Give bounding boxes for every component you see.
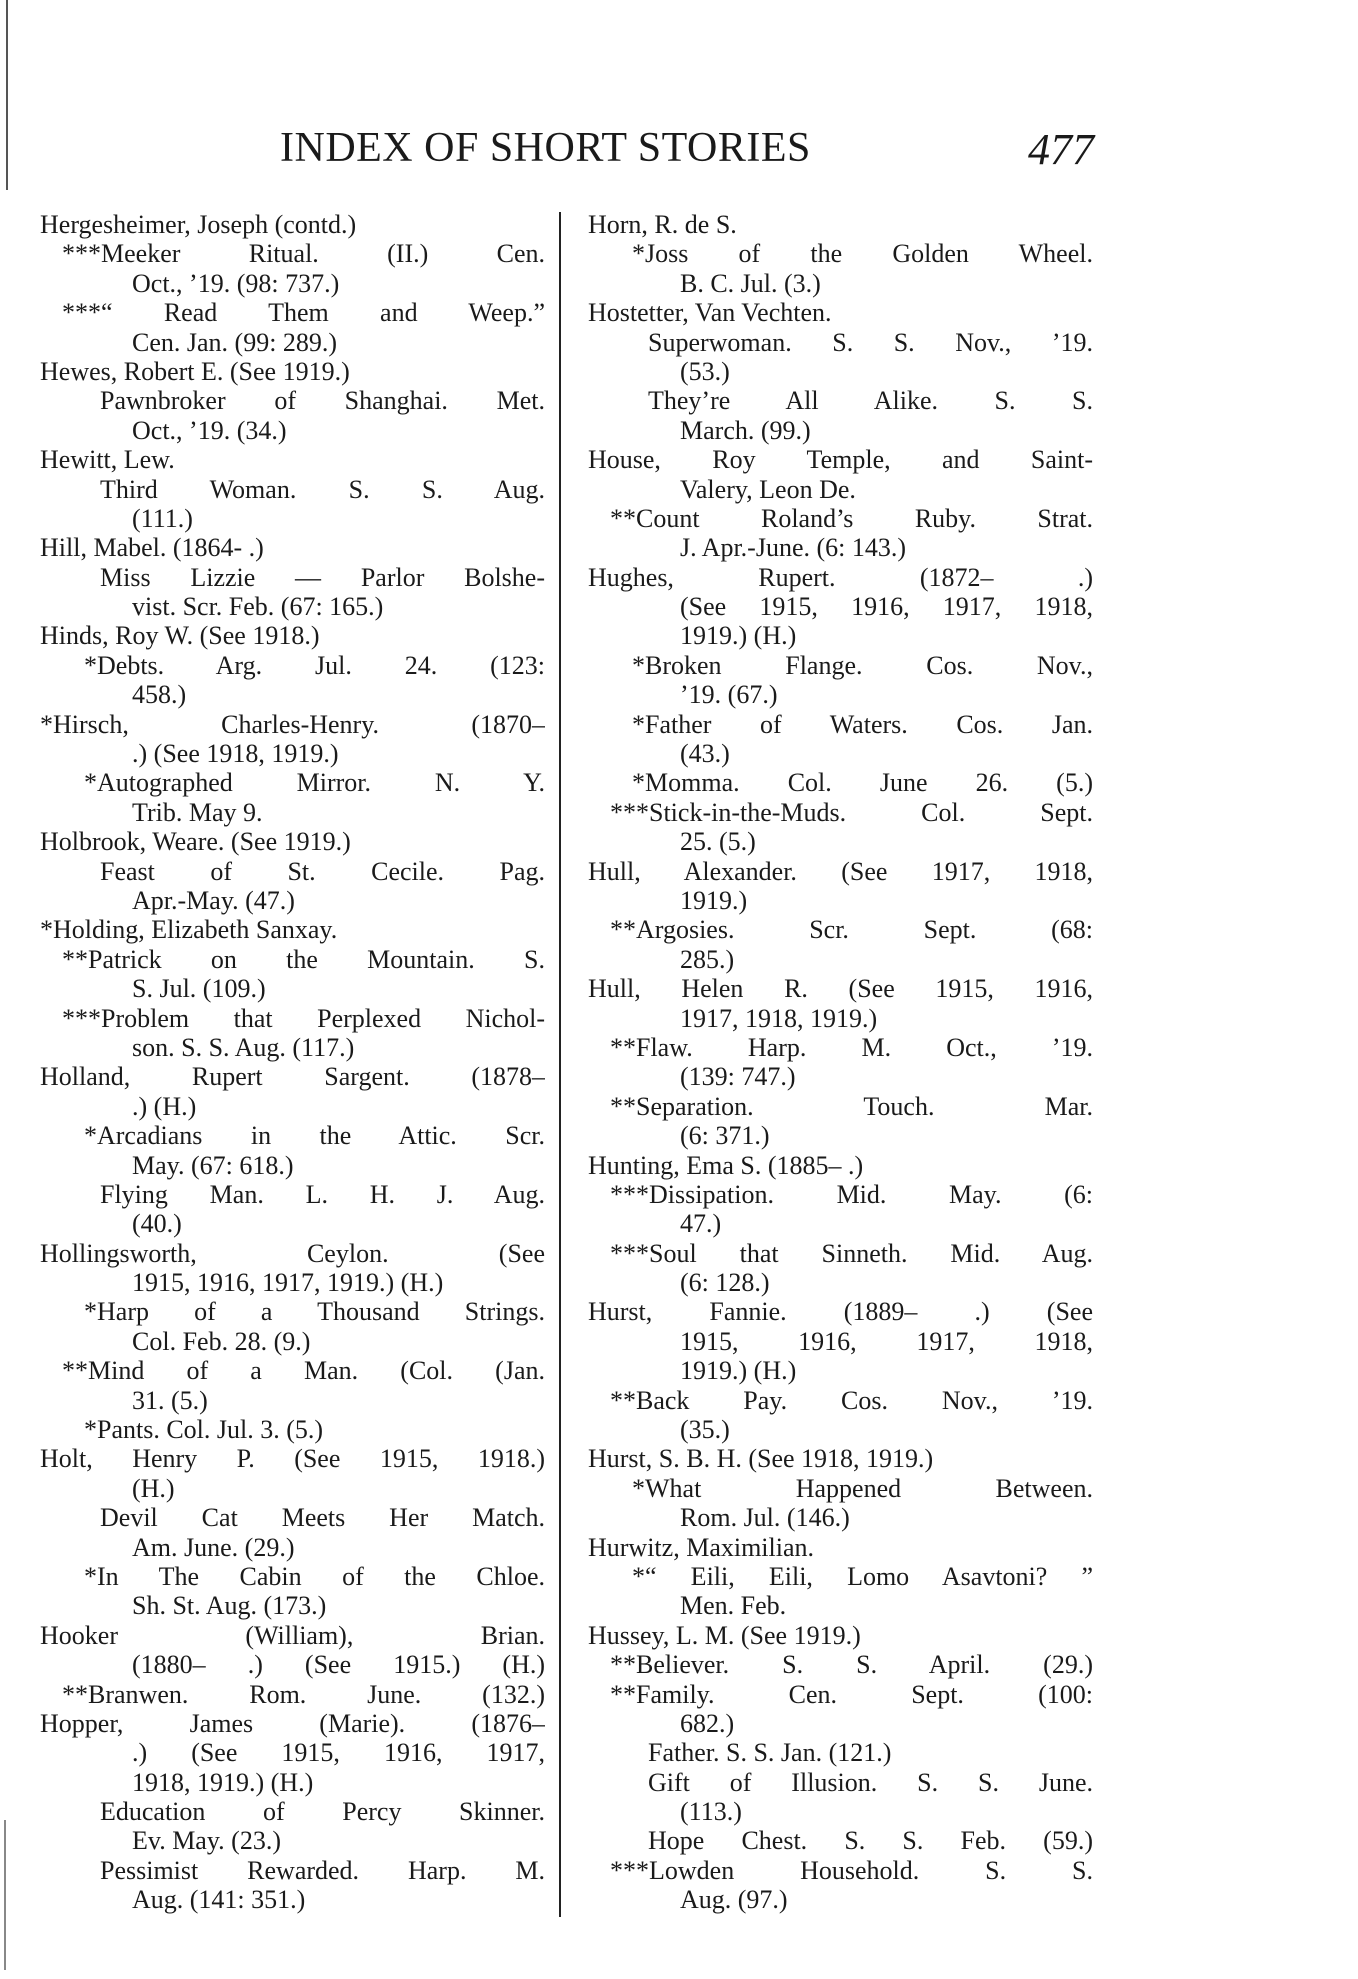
- index-line: ’19. (67.): [680, 680, 778, 710]
- index-line: son. S. S. Aug. (117.): [132, 1032, 355, 1062]
- index-line: Oct., ’19. (98: 737.): [132, 268, 340, 298]
- index-line: Hopper, James (Marie). (1876–: [40, 1708, 545, 1738]
- index-line: *Father of Waters. Cos. Jan.: [632, 709, 1093, 739]
- index-line: Hinds, Roy W. (See 1918.): [40, 621, 320, 651]
- index-line: Hurwitz, Maximilian.: [588, 1532, 815, 1562]
- index-line: May. (67: 618.): [132, 1150, 294, 1180]
- index-line: Valery, Leon De.: [680, 474, 856, 504]
- index-line: .) (H.): [132, 1091, 197, 1121]
- index-line: Superwoman. S. S. Nov., ’19.: [648, 327, 1093, 357]
- index-line: ***Problem that Perplexed Nichol-: [62, 1003, 545, 1033]
- index-line: Sh. St. Aug. (173.): [132, 1591, 327, 1621]
- index-line: (H.): [132, 1473, 175, 1503]
- index-line: ***Soul that Sinneth. Mid. Aug.: [610, 1238, 1093, 1268]
- index-line: Feast of St. Cecile. Pag.: [100, 856, 545, 886]
- index-line: **Believer. S. S. April. (29.): [610, 1650, 1093, 1680]
- index-line: Miss Lizzie — Parlor Bolshe-: [100, 562, 545, 592]
- index-line: Ev. May. (23.): [132, 1826, 281, 1856]
- index-line: (1880– .) (See 1915.) (H.): [132, 1650, 545, 1680]
- index-line: .) (See 1915, 1916, 1917,: [132, 1738, 545, 1768]
- index-line: *“ Eili, Eili, Lomo Asavtoni? ”: [632, 1561, 1093, 1591]
- page-header: [280, 124, 1094, 184]
- index-line: *Broken Flange. Cos. Nov.,: [632, 650, 1093, 680]
- index-line: *Arcadians in the Attic. Scr.: [84, 1121, 545, 1151]
- index-line: Flying Man. L. H. J. Aug.: [100, 1179, 545, 1209]
- index-line: Hostetter, Van Vechten.: [588, 298, 832, 328]
- index-line: Hurst, S. B. H. (See 1918, 1919.): [588, 1444, 934, 1474]
- index-line: 31. (5.): [132, 1385, 208, 1415]
- index-line: 1919.): [680, 885, 748, 915]
- index-line: House, Roy Temple, and Saint-: [588, 445, 1093, 475]
- index-line: Trib. May 9.: [132, 797, 263, 827]
- index-line: 1915, 1916, 1917, 1918,: [680, 1326, 1093, 1356]
- index-line: *Holding, Elizabeth Sanxay.: [40, 915, 338, 945]
- index-line: 1918, 1919.) (H.): [132, 1767, 314, 1797]
- index-line: Aug. (97.): [680, 1885, 788, 1915]
- index-line: *Joss of the Golden Wheel.: [632, 239, 1093, 269]
- index-line: S. Jul. (109.): [132, 974, 266, 1004]
- page-edge-rule: [6, 0, 8, 190]
- index-line: Hollingsworth, Ceylon. (See: [40, 1238, 545, 1268]
- index-line: 47.): [680, 1209, 722, 1239]
- index-line: B. C. Jul. (3.): [680, 268, 821, 298]
- index-line: Hewes, Robert E. (See 1919.): [40, 356, 350, 386]
- index-line: (113.): [680, 1797, 742, 1827]
- index-line: **Count Roland’s Ruby. Strat.: [610, 503, 1093, 533]
- index-line: Father. S. S. Jan. (121.): [648, 1738, 892, 1768]
- index-line: Hunting, Ema S. (1885– .): [588, 1150, 864, 1180]
- page-edge-marks: [4, 1820, 6, 1970]
- index-line: 25. (5.): [680, 827, 756, 857]
- index-line: Aug. (141: 351.): [132, 1885, 306, 1915]
- index-line: (53.): [680, 356, 730, 386]
- page-number: 477: [1028, 125, 1094, 174]
- index-line: 1915, 1916, 1917, 1919.) (H.): [132, 1268, 444, 1298]
- index-line: *Momma. Col. June 26. (5.): [632, 768, 1093, 798]
- index-line: 285.): [680, 944, 735, 974]
- index-line: *Autographed Mirror. N. Y.: [84, 768, 545, 798]
- index-line: 682.): [680, 1708, 735, 1738]
- index-line: Holbrook, Weare. (See 1919.): [40, 827, 351, 857]
- index-line: Hull, Helen R. (See 1915, 1916,: [588, 974, 1093, 1004]
- index-line: (40.): [132, 1209, 182, 1239]
- index-column-left: [40, 210, 545, 1915]
- index-line: Hewitt, Lew.: [40, 445, 175, 475]
- index-line: Hergesheimer, Joseph (contd.): [40, 210, 357, 239]
- index-line: **Mind of a Man. (Col. (Jan.: [62, 1356, 545, 1386]
- index-line: *Harp of a Thousand Strings.: [84, 1297, 545, 1327]
- index-line: Holland, Rupert Sargent. (1878–: [40, 1062, 545, 1092]
- index-line: (35.): [680, 1415, 730, 1445]
- index-line: They’re All Alike. S. S.: [648, 386, 1093, 416]
- index-line: ***Lowden Household. S. S.: [610, 1855, 1093, 1885]
- column-divider: [559, 212, 561, 1917]
- index-line: Hooker (William), Brian.: [40, 1620, 545, 1650]
- index-line: Devil Cat Meets Her Match.: [100, 1503, 545, 1533]
- index-line: Holt, Henry P. (See 1915, 1918.): [40, 1444, 545, 1474]
- index-line: Hull, Alexander. (See 1917, 1918,: [588, 856, 1093, 886]
- index-column-right: [588, 210, 1093, 1915]
- index-line: March. (99.): [680, 415, 811, 445]
- index-line: 458.): [132, 680, 187, 710]
- index-line: Cen. Jan. (99: 289.): [132, 327, 338, 357]
- index-line: ***Dissipation. Mid. May. (6:: [610, 1179, 1093, 1209]
- index-line: 1919.) (H.): [680, 621, 797, 651]
- page-title: INDEX OF SHORT STORIES: [280, 125, 811, 171]
- index-line: (See 1915, 1916, 1917, 1918,: [680, 592, 1093, 622]
- index-line: **Separation. Touch. Mar.: [610, 1091, 1093, 1121]
- index-line: **Flaw. Harp. M. Oct., ’19.: [610, 1032, 1093, 1062]
- index-line: Horn, R. de S.: [588, 210, 737, 239]
- index-line: Col. Feb. 28. (9.): [132, 1326, 311, 1356]
- index-line: Pessimist Rewarded. Harp. M.: [100, 1855, 545, 1885]
- index-line: Third Woman. S. S. Aug.: [100, 474, 545, 504]
- index-line: *Debts. Arg. Jul. 24. (123:: [84, 650, 545, 680]
- index-line: Oct., ’19. (34.): [132, 415, 287, 445]
- index-line: *Pants. Col. Jul. 3. (5.): [84, 1415, 324, 1445]
- index-line: **Back Pay. Cos. Nov., ’19.: [610, 1385, 1093, 1415]
- index-line: (43.): [680, 739, 730, 769]
- index-line: Hughes, Rupert. (1872– .): [588, 562, 1093, 592]
- index-line: Men. Feb.: [680, 1591, 787, 1621]
- index-line: (6: 371.): [680, 1121, 770, 1151]
- index-line: (111.): [132, 503, 193, 533]
- index-line: ***“ Read Them and Weep.”: [62, 298, 545, 328]
- index-line: **Branwen. Rom. June. (132.): [62, 1679, 545, 1709]
- index-line: **Argosies. Scr. Sept. (68:: [610, 915, 1093, 945]
- index-line: 1919.) (H.): [680, 1356, 797, 1386]
- index-line: Gift of Illusion. S. S. June.: [648, 1767, 1093, 1797]
- index-line: Hurst, Fannie. (1889– .) (See: [588, 1297, 1093, 1327]
- index-line: **Patrick on the Mountain. S.: [62, 944, 545, 974]
- index-line: Hope Chest. S. S. Feb. (59.): [648, 1826, 1093, 1856]
- index-line: Hussey, L. M. (See 1919.): [588, 1620, 861, 1650]
- index-line: Education of Percy Skinner.: [100, 1797, 545, 1827]
- index-line: vist. Scr. Feb. (67: 165.): [132, 592, 384, 622]
- index-line: 1917, 1918, 1919.): [680, 1003, 878, 1033]
- index-line: Apr.-May. (47.): [132, 885, 295, 915]
- index-line: Rom. Jul. (146.): [680, 1503, 850, 1533]
- index-line: ***Meeker Ritual. (II.) Cen.: [62, 239, 545, 269]
- index-line: *Hirsch, Charles-Henry. (1870–: [40, 709, 545, 739]
- index-line: (139: 747.): [680, 1062, 796, 1092]
- index-line: J. Apr.-June. (6: 143.): [680, 533, 907, 563]
- index-line: Am. June. (29.): [132, 1532, 295, 1562]
- index-line: .) (See 1918, 1919.): [132, 739, 339, 769]
- index-line: *In The Cabin of the Chloe.: [84, 1561, 545, 1591]
- index-line: Pawnbroker of Shanghai. Met.: [100, 386, 545, 416]
- index-line: ***Stick-in-the-Muds. Col. Sept.: [610, 797, 1093, 827]
- index-line: *What Happened Between.: [632, 1473, 1093, 1503]
- index-line: (6: 128.): [680, 1268, 770, 1298]
- index-line: **Family. Cen. Sept. (100:: [610, 1679, 1093, 1709]
- index-line: Hill, Mabel. (1864- .): [40, 533, 264, 563]
